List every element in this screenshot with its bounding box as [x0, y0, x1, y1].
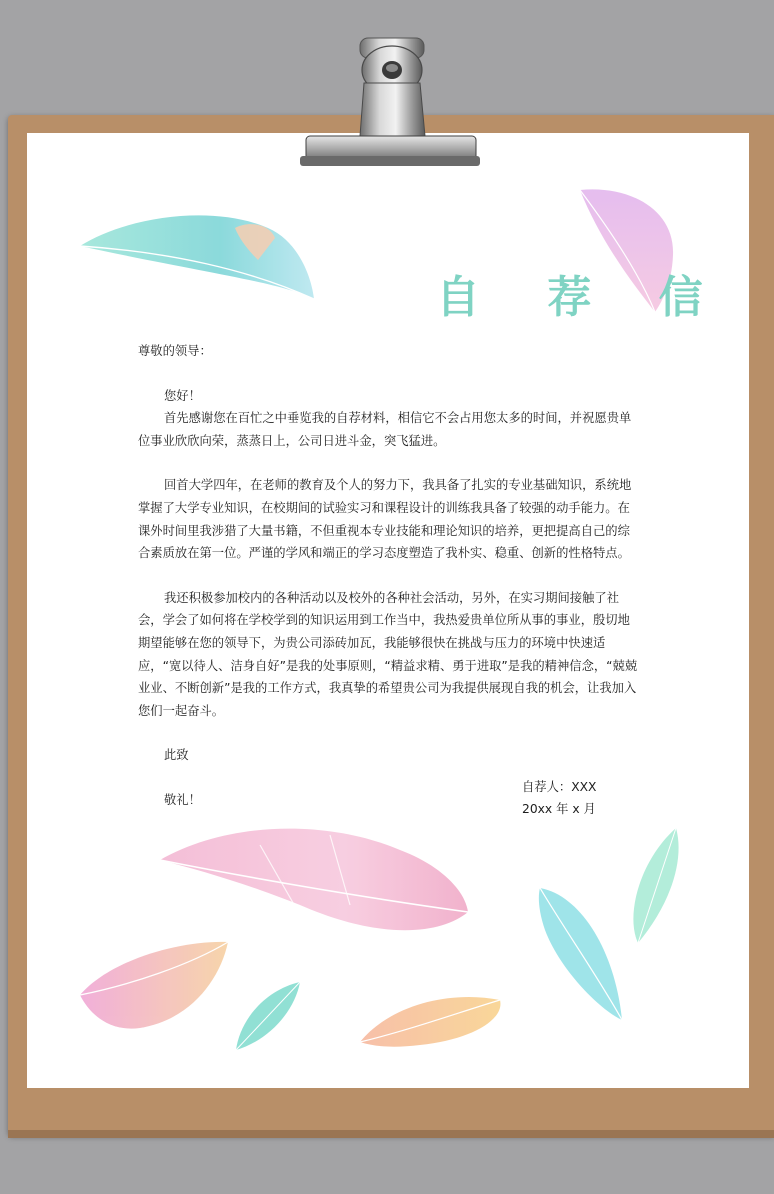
letter-body: [138, 340, 638, 812]
closing-line: 敬礼！: [164, 792, 201, 807]
closing-line: 此致: [164, 748, 189, 763]
feather-icon: [360, 997, 500, 1047]
salutation: 尊敬的领导：: [138, 344, 212, 358]
signature-block: [522, 776, 596, 820]
document-title: 自 荐 信: [436, 272, 729, 323]
paragraph: 回首大学四年，在老师的教育及个人的努力下，我具备了扎实的专业基础知识，系统地掌握了大学专业知识，在校期间的试验实习和课程设计的训练我具备了较强的动手能力。在课外时间里我涉猎了大量书籍，不但重视本专业技能和理论知识的培养，更把提高自己的综合素质放在第一位。严谨的学风和端正的学习态度塑造了我朴实、稳重、创新的性格特点。: [138, 478, 632, 561]
feather-icon: [539, 888, 622, 1020]
feather-icon: [633, 828, 678, 943]
greeting: 您好！: [164, 388, 201, 403]
feather-icon: [80, 215, 314, 299]
signature: 自荐人：XXX: [522, 780, 597, 794]
feather-icon: [80, 942, 228, 1029]
clip-icon: [300, 28, 480, 178]
date: 20xx 年 x 月: [522, 802, 596, 816]
paragraph: 首先感谢您在百忙之中垂览我的自荐材料，相信它不会占用您太多的时间，并祝愿贵单位事业欣欣向荣，蒸蒸日上，公司日进斗金，突飞猛进。: [138, 411, 632, 448]
feather-icon: [236, 982, 300, 1050]
feather-icon: [160, 829, 468, 931]
paragraph: 我还积极参加校内的各种活动以及校外的各种社会活动，另外，在实习期间接触了社会，学会了如何将在学校学到的知识运用到工作当中，我热爱贵单位所从事的事业，殷切地期望能够在您的领导下，为贵公司添砖加瓦，我能够很快在挑战与压力的环境中快速适应，“宽以待人、洁身自好”是我的处事原则，“精益求精、勇于进取”是我的精神信念，“兢兢业业、不断创新”是我的工作方式，我真挚的希望贵公司为我提供展现自我的机会，让我加入您们一起奋斗。: [138, 590, 638, 718]
